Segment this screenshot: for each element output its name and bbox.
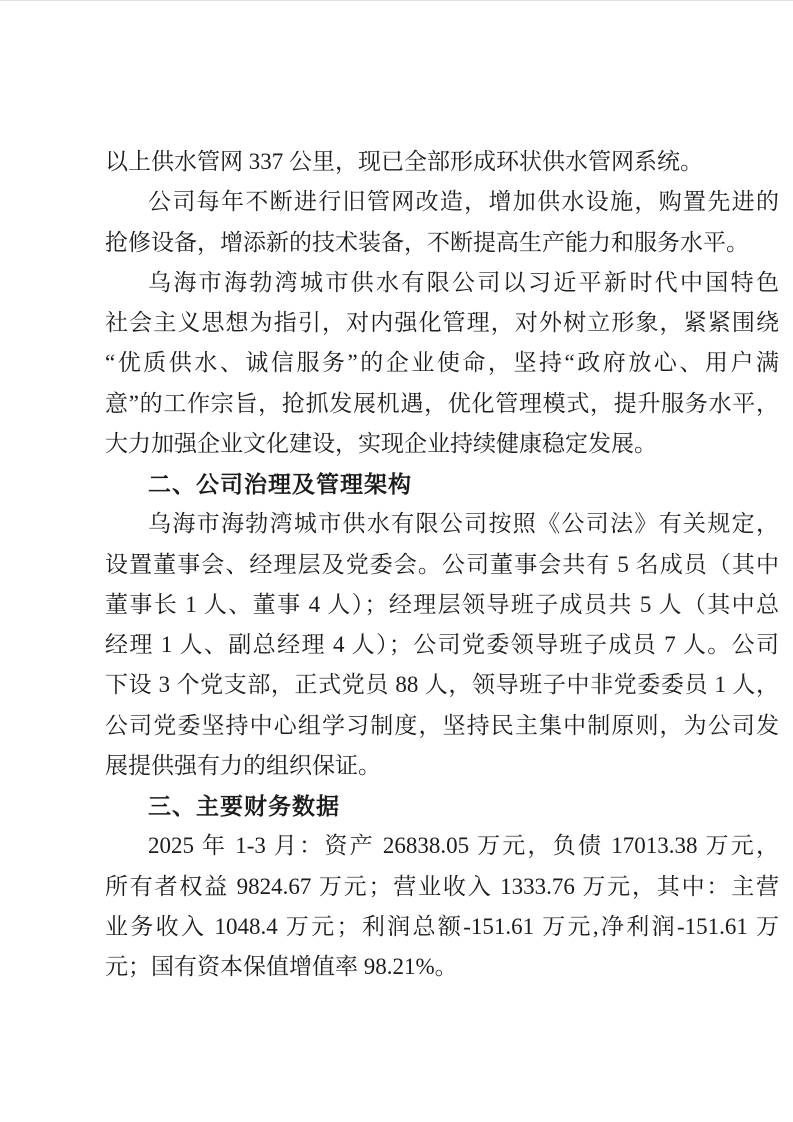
body-line: 下设 3 个党支部，正式党员 88 人，领导班子中非党委委员 1 人， xyxy=(105,672,779,698)
body-line: 乌海市海勃湾城市供水有限公司以习近平新时代中国特色 xyxy=(148,269,779,295)
section-heading-governance: 二、公司治理及管理架构 xyxy=(148,471,412,497)
body-line: 乌海市海勃湾城市供水有限公司按照《公司法》有关规定， xyxy=(148,511,779,537)
body-line: 意”的工作宗旨，抢抓发展机遇，优化管理模式，提升服务水平， xyxy=(105,390,779,416)
body-line: 所有者权益 9824.67 万元；营业收入 1333.76 万元，其中：主营 xyxy=(105,873,779,899)
body-line: 经理 1 人、副总经理 4 人）；公司党委领导班子成员 7 人。公司 xyxy=(105,632,779,657)
body-line: 元；国有资本保值增值率 98.21%。 xyxy=(105,954,458,979)
body-line: 2025 年 1-3 月：资产 26838.05 万元，负债 17013.38 万元， xyxy=(148,833,779,859)
body-line: “优质供水、诚信服务”的企业使命，坚持“政府放心、用户满 xyxy=(105,350,779,376)
body-line: 展提供强有力的组织保证。 xyxy=(105,752,381,778)
body-line: 公司每年不断进行旧管网改造，增加供水设施，购置先进的 xyxy=(148,189,779,215)
body-line: 大力加强企业文化建设，实现企业持续健康稳定发展。 xyxy=(105,430,657,456)
body-line: 董事长 1 人、董事 4 人）；经理层领导班子成员共 5 人（其中总 xyxy=(105,591,779,617)
section-heading-finance: 三、主要财务数据 xyxy=(148,793,340,819)
document-body xyxy=(105,142,779,987)
body-line: 以上供水管网 337 公里，现已全部形成环状供水管网系统。 xyxy=(105,149,703,174)
body-line: 公司党委坚持中心组学习制度，坚持民主集中制原则，为公司发 xyxy=(105,712,779,738)
body-line: 设置董事会、经理层及党委会。公司董事会共有 5 名成员（其中 xyxy=(105,551,779,577)
body-line: 业务收入 1048.4 万元；利润总额-151.61 万元,净利润-151.61 万 xyxy=(105,913,779,939)
body-line: 抢修设备，增添新的技术装备，不断提高生产能力和服务水平。 xyxy=(105,229,749,255)
body-line: 社会主义思想为指引，对内强化管理，对外树立形象，紧紧围绕 xyxy=(105,310,779,335)
